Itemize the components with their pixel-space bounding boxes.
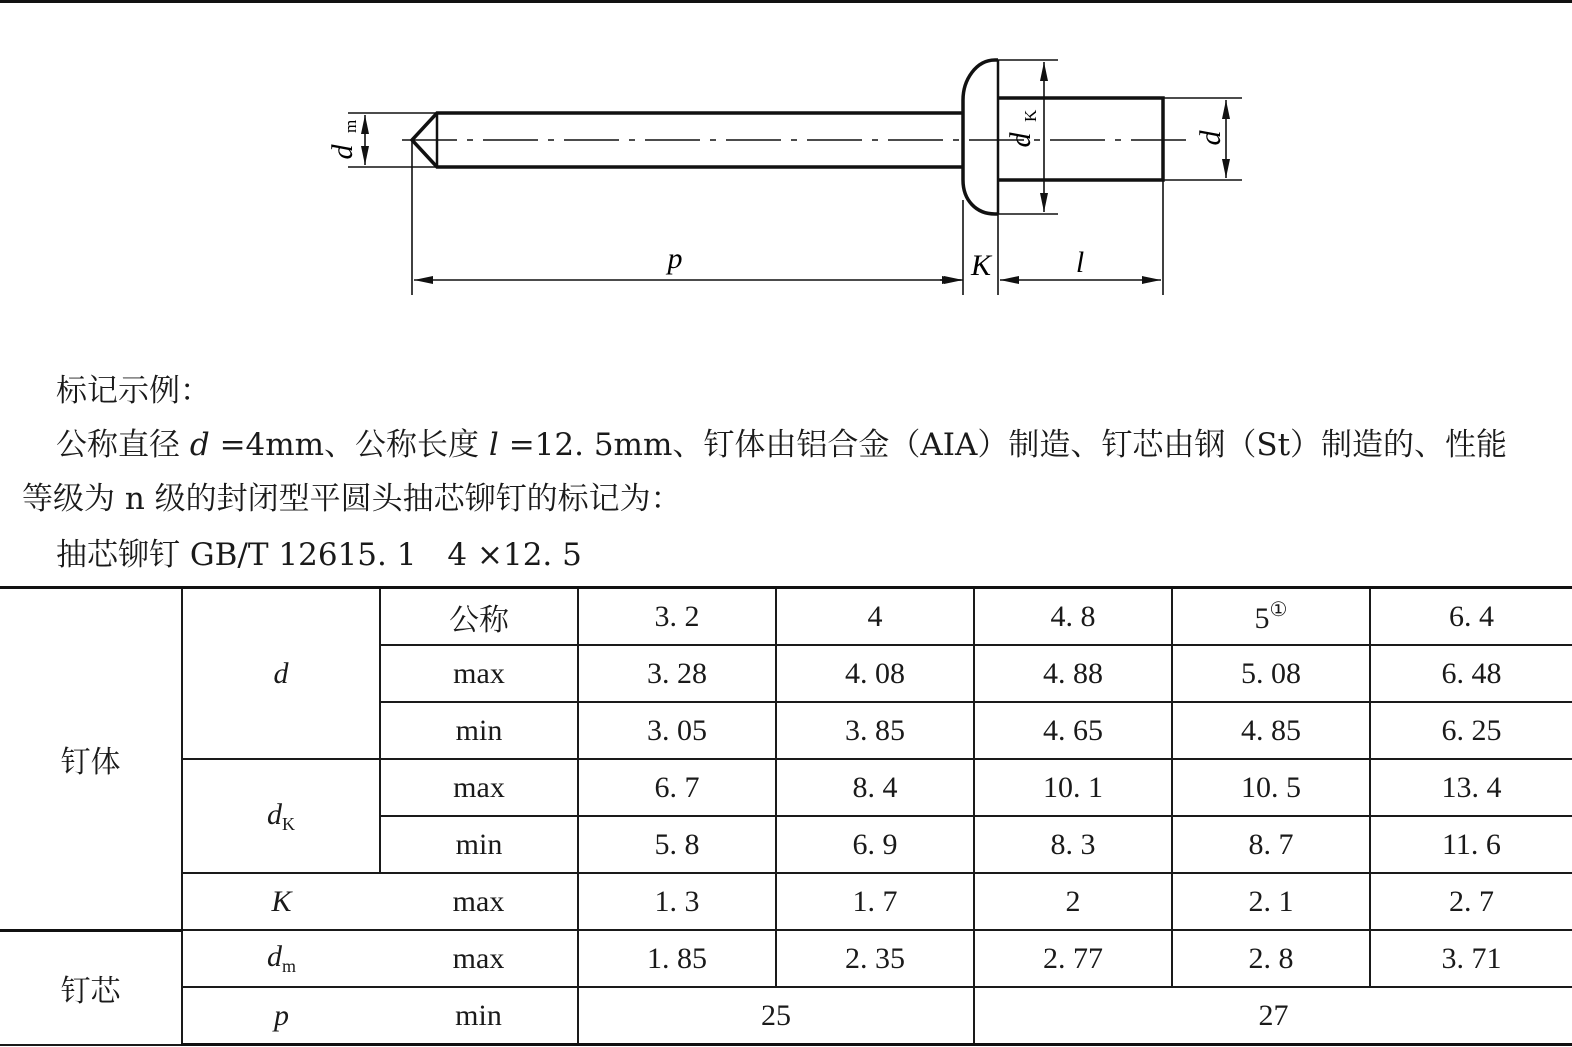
dim-label-K: K [970, 249, 992, 282]
cell: 4 [776, 588, 974, 646]
cell: 3. 28 [578, 645, 776, 702]
marking-line-2: 等级为 n 级的封闭型平圆头抽芯铆钉的标记为： [22, 481, 682, 517]
marking-designation: 抽芯铆钉 GB/T 12615. 1 4 ×12. 5 [56, 537, 582, 573]
cell: 2. 7 [1370, 873, 1572, 930]
rivet-drawing [0, 0, 1572, 320]
cell: 4. 8 [974, 588, 1172, 646]
label-max: max [380, 873, 578, 930]
cell: 4. 85 [1172, 702, 1370, 759]
dim-label-p: p [667, 242, 683, 275]
dim-label-dk-sub: K [1021, 109, 1040, 122]
spec-table [0, 586, 1572, 1046]
cell: 5. 8 [578, 816, 776, 873]
label-nominal: 公称 [380, 588, 578, 646]
dim-label-dm-sub: m [341, 119, 360, 133]
cell: 6. 25 [1370, 702, 1572, 759]
cell: 25 [578, 987, 974, 1045]
marking-line-1: 公称直径 d =4mm、公称长度 l =12. 5mm、钉体由铝合金（AIA）制造、钉芯由钢（St）制造的、性能 [56, 427, 1508, 463]
cell: 4. 65 [974, 702, 1172, 759]
cell: 10. 1 [974, 759, 1172, 816]
cell: 4. 08 [776, 645, 974, 702]
cell: 6. 4 [1370, 588, 1572, 646]
cell: 4. 88 [974, 645, 1172, 702]
symbol-d: d [182, 588, 380, 760]
cell: 13. 4 [1370, 759, 1572, 816]
cell: 8. 4 [776, 759, 974, 816]
label-min: min [380, 987, 578, 1045]
cell: 5. 08 [1172, 645, 1370, 702]
cell: 3. 2 [578, 588, 776, 646]
label-max: max [380, 930, 578, 987]
label-min: min [380, 816, 578, 873]
symbol-p: p [182, 987, 380, 1045]
group-body: 钉体 [0, 588, 182, 931]
marking-heading: 标记示例： [56, 373, 211, 409]
symbol-dk: $d_K$ [182, 759, 380, 873]
cell: 2. 1 [1172, 873, 1370, 930]
cell: 27 [974, 987, 1572, 1045]
cell: 1. 85 [578, 930, 776, 987]
label-max: max [380, 645, 578, 702]
symbol-dm: $d_m$ [182, 930, 380, 987]
cell: 8. 3 [974, 816, 1172, 873]
cell: 3. 05 [578, 702, 776, 759]
table-row-K-max [0, 873, 1572, 930]
dimension-lines [348, 60, 1242, 295]
cell: 6. 7 [578, 759, 776, 816]
cell: 2 [974, 873, 1172, 930]
cell: 5① [1172, 588, 1370, 646]
dim-label-dm: d [326, 144, 359, 160]
cell: 2. 77 [974, 930, 1172, 987]
cell: 8. 7 [1172, 816, 1370, 873]
dim-label-d: d [1194, 130, 1227, 146]
cell: 10. 5 [1172, 759, 1370, 816]
table-row-dm-max [0, 930, 1572, 987]
group-mandrel: 钉芯 [0, 930, 182, 1045]
dim-label-dk: d [1004, 132, 1037, 148]
table-row-p-min [0, 987, 1572, 1045]
cell: 2. 35 [776, 930, 974, 987]
dim-label-l: l [1075, 246, 1085, 279]
cell: 6. 48 [1370, 645, 1572, 702]
label-max: max [380, 759, 578, 816]
cell: 11. 6 [1370, 816, 1572, 873]
cell: 3. 85 [776, 702, 974, 759]
cell: 3. 71 [1370, 930, 1572, 987]
table-row-d-nominal [0, 588, 1572, 646]
rivet-outline [412, 60, 1163, 214]
cell: 1. 3 [578, 873, 776, 930]
cell: 2. 8 [1172, 930, 1370, 987]
table-row-dk-max [0, 759, 1572, 816]
label-min: min [380, 702, 578, 759]
symbol-K: K [182, 873, 380, 930]
cell: 1. 7 [776, 873, 974, 930]
cell: 6. 9 [776, 816, 974, 873]
footnote-mark: ① [1269, 599, 1288, 621]
